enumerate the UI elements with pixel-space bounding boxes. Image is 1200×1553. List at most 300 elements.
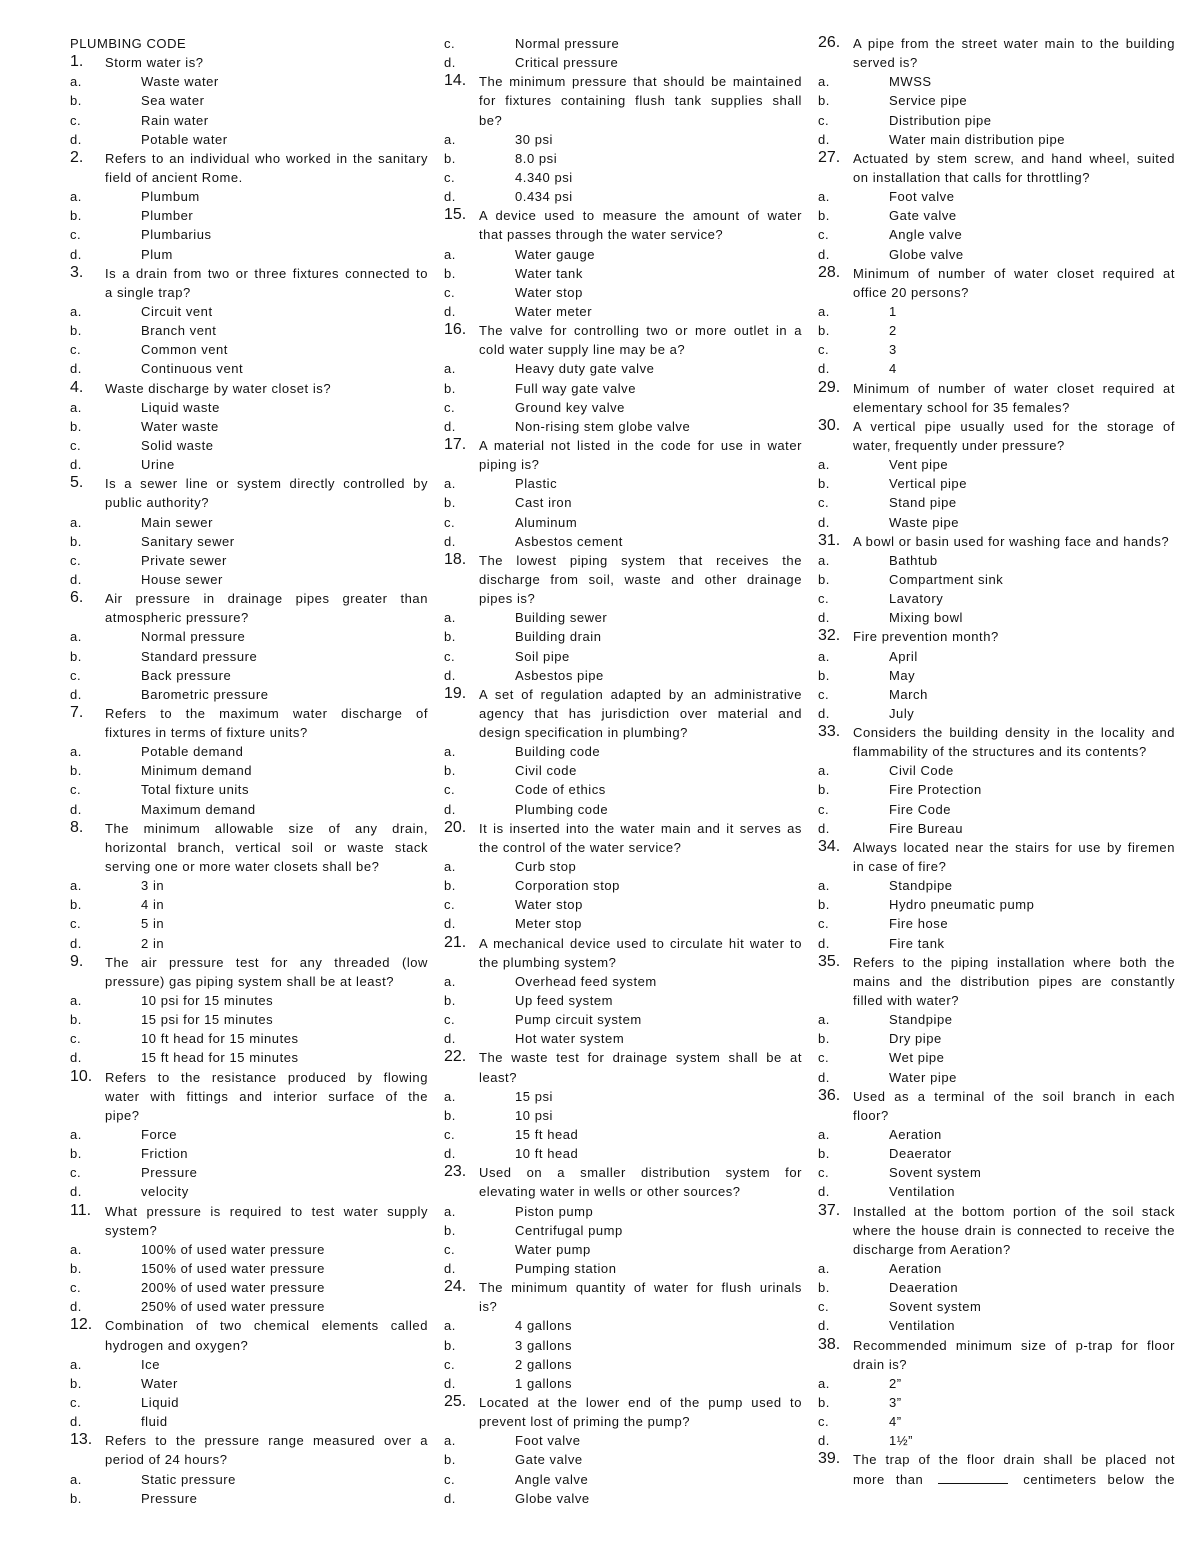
option-letter: b. — [70, 1012, 82, 1028]
answer-option — [444, 876, 802, 895]
question — [70, 819, 428, 876]
option-text: 250% of used water pressure — [141, 1299, 325, 1315]
option-letter: a. — [818, 763, 830, 779]
option-letter: a. — [444, 1318, 456, 1334]
question — [70, 589, 428, 627]
option-letter: a. — [818, 648, 830, 664]
question-text-line: A pipe from the street water main to the building — [853, 36, 1175, 51]
question-text-line: Combination of two chemical elements called — [105, 1318, 428, 1334]
answer-option — [70, 91, 428, 110]
answer-option — [818, 245, 1175, 264]
option-text: 2 — [889, 323, 897, 339]
option-letter: d. — [70, 1050, 82, 1066]
option-text: 10 ft head for 15 minutes — [141, 1031, 299, 1047]
question-number: 33. — [818, 723, 841, 741]
option-text: Sovent system — [889, 1299, 982, 1315]
question — [444, 206, 802, 244]
answer-option — [818, 780, 1175, 799]
question-text-line: Installed at the bottom portion of the soil stack — [853, 1203, 1175, 1219]
option-letter: a. — [818, 1261, 830, 1276]
option-letter: b. — [818, 1280, 830, 1296]
option-letter: c. — [444, 782, 456, 798]
question-text-line: filled with water? — [853, 993, 959, 1009]
option-text: Potable water — [141, 131, 228, 147]
question-text-line: The air pressure test for any threaded (low — [105, 954, 428, 970]
question — [444, 1163, 802, 1201]
question-number: 28. — [818, 263, 841, 281]
option-letter: c. — [444, 1356, 456, 1372]
answer-option — [818, 570, 1175, 589]
option-letter: a. — [818, 189, 830, 205]
answer-option — [70, 742, 428, 761]
question-text-line: field of ancient Rome. — [105, 169, 243, 185]
option-letter: b. — [444, 763, 456, 779]
option-text: May — [889, 667, 916, 683]
question-number: 2. — [70, 148, 84, 166]
answer-option — [818, 340, 1175, 359]
document-title: PLUMBING CODE — [70, 36, 187, 51]
question-text-line: elementary school for 35 females? — [853, 399, 1070, 415]
question-number: 15. — [444, 206, 467, 224]
option-text: Urine — [141, 457, 175, 473]
option-text: House sewer — [141, 571, 223, 587]
question-block — [818, 264, 1175, 379]
answer-option — [70, 187, 428, 206]
question-text-line: drain is? — [853, 1356, 908, 1372]
option-text: Sovent system — [889, 1165, 982, 1181]
question — [70, 1202, 428, 1240]
option-letter: c. — [70, 552, 82, 568]
option-text: 8.0 psi — [515, 150, 558, 166]
option-letter: c. — [444, 36, 456, 51]
option-text: Branch vent — [141, 323, 217, 339]
option-text: 3” — [889, 1394, 902, 1410]
answer-option — [70, 130, 428, 149]
option-text: Circuit vent — [141, 303, 213, 319]
question-text-line: pressure) gas piping system shall be at least? — [105, 973, 395, 989]
option-text: Water main distribution pipe — [889, 131, 1066, 147]
option-text: 15 psi for 15 minutes — [141, 1012, 274, 1028]
option-letter: b. — [444, 993, 456, 1009]
option-text: 10 psi for 15 minutes — [141, 993, 274, 1009]
option-letter: a. — [70, 399, 82, 415]
question — [70, 53, 428, 72]
question-text-line: Used on a smaller distribution system for — [479, 1165, 802, 1181]
option-text: Barometric pressure — [141, 686, 269, 702]
option-letter: a. — [70, 303, 82, 319]
question-text-line: public authority? — [105, 495, 210, 511]
option-letter: c. — [70, 1165, 82, 1181]
option-letter: d. — [70, 571, 82, 587]
question-text-line: prevent lost of priming the pump? — [479, 1414, 691, 1430]
option-letter: b. — [818, 93, 830, 109]
question-number: 30. — [818, 416, 841, 434]
option-text: Angle valve — [889, 227, 963, 243]
answer-option — [70, 1297, 428, 1316]
option-text: Standpipe — [889, 878, 953, 894]
option-letter: a. — [818, 1012, 830, 1028]
option-text: Non-rising stem globe valve — [515, 418, 691, 434]
question-text-line: A mechanical device used to circulate hit water to — [479, 935, 802, 951]
option-text: Plumber — [141, 208, 194, 224]
option-text: Building sewer — [515, 610, 608, 626]
question-text-line: is? — [479, 1299, 498, 1315]
answer-option — [70, 1240, 428, 1259]
option-text: Ventilation — [889, 1184, 956, 1200]
option-text: Hydro pneumatic pump — [889, 897, 1035, 913]
question-block — [444, 819, 802, 934]
answer-option — [818, 513, 1175, 532]
option-letter: b. — [70, 897, 82, 913]
option-text: Pressure — [141, 1490, 198, 1506]
option-letter: c. — [70, 112, 82, 128]
question-text-line: horizontal branch, vertical soil or waste stack — [105, 839, 428, 855]
option-text: 3 in — [141, 878, 165, 894]
option-letter: a. — [70, 744, 82, 760]
option-text: Civil Code — [889, 763, 954, 779]
option-text: 200% of used water pressure — [141, 1280, 325, 1296]
option-letter: a. — [444, 973, 456, 989]
answer-option — [818, 551, 1175, 570]
question-block — [818, 532, 1175, 628]
answer-option — [444, 608, 802, 627]
question-block — [444, 685, 802, 819]
question-text-line: hydrogen and oxygen? — [105, 1337, 249, 1353]
option-letter: a. — [70, 993, 82, 1009]
answer-option — [818, 1144, 1175, 1163]
question-text-line: The lowest piping system that receives the — [479, 552, 802, 568]
question-text-line: fixtures in terms of fixture units? — [105, 725, 308, 741]
option-text: Normal pressure — [515, 36, 620, 51]
option-text: 2” — [889, 1375, 902, 1391]
option-letter: a. — [444, 610, 456, 626]
option-letter: b. — [818, 476, 830, 492]
option-letter: b. — [70, 763, 82, 779]
option-text: Ground key valve — [515, 399, 625, 415]
option-text: 30 psi — [515, 131, 553, 147]
option-letter: a. — [444, 476, 456, 492]
option-letter: d. — [818, 610, 830, 626]
option-text: Curb stop — [515, 859, 577, 875]
question-block — [818, 34, 1175, 149]
answer-option — [70, 206, 428, 225]
option-letter: a. — [818, 552, 830, 568]
option-text: Ventilation — [889, 1318, 956, 1334]
option-text: Continuous vent — [141, 361, 244, 377]
option-letter: a. — [444, 361, 456, 377]
option-letter: b. — [70, 1375, 82, 1391]
option-letter: d. — [818, 705, 830, 721]
question-number: 7. — [70, 703, 84, 721]
option-letter: d. — [70, 131, 82, 147]
question-block — [818, 627, 1175, 723]
answer-option — [444, 34, 802, 53]
answer-option — [444, 474, 802, 493]
question — [444, 685, 802, 742]
option-text: Vertical pipe — [889, 476, 967, 492]
option-text: Lavatory — [889, 591, 944, 607]
option-letter: a. — [818, 74, 830, 90]
option-letter: d. — [818, 514, 830, 530]
question-text-line: office 20 persons? — [853, 284, 969, 300]
option-text: 4 in — [141, 897, 165, 913]
option-text: Total fixture units — [141, 782, 249, 798]
answer-option — [444, 245, 802, 264]
question-text-line: Minimum of number of water closet required at — [853, 380, 1175, 396]
answer-option — [444, 800, 802, 819]
answer-option — [70, 532, 428, 551]
question-block — [444, 1278, 802, 1393]
option-letter: d. — [70, 1299, 82, 1315]
question — [444, 1278, 802, 1316]
question-block — [444, 1048, 802, 1163]
option-letter: b. — [70, 208, 82, 224]
answer-option — [70, 1259, 428, 1278]
answer-option — [70, 225, 428, 244]
option-letter: c. — [70, 342, 82, 358]
question-text-line: Refers to an individual who worked in the sanitary — [105, 150, 428, 166]
question-text-line: The minimum pressure that should be maintained — [479, 74, 802, 90]
answer-option — [70, 991, 428, 1010]
question-text-line: Storm water is? — [105, 55, 204, 71]
answer-option — [818, 1125, 1175, 1144]
option-letter: d. — [70, 801, 82, 817]
option-letter: b. — [444, 1452, 456, 1468]
answer-option — [818, 934, 1175, 953]
question-block — [818, 149, 1175, 264]
answer-option — [818, 876, 1175, 895]
option-text: Piston pump — [515, 1203, 594, 1219]
option-letter: c. — [444, 1012, 456, 1028]
question-block — [818, 379, 1175, 417]
option-letter: b. — [70, 93, 82, 109]
answer-option — [444, 417, 802, 436]
question-block — [818, 1336, 1175, 1451]
option-letter: c. — [818, 591, 830, 607]
answer-option — [818, 1393, 1175, 1412]
option-text: 4 — [889, 361, 897, 377]
question-text-line: where the house drain is connected to receive the — [853, 1222, 1175, 1238]
option-text: Dry pipe — [889, 1031, 942, 1047]
answer-option — [444, 1029, 802, 1048]
option-letter: d. — [444, 1261, 456, 1276]
option-text: Water pipe — [889, 1069, 957, 1085]
answer-option — [444, 780, 802, 799]
option-letter: c. — [70, 437, 82, 453]
option-text: Plastic — [515, 476, 558, 492]
option-text: Deaerator — [889, 1146, 952, 1162]
option-letter: c. — [818, 686, 830, 702]
option-letter: a. — [444, 246, 456, 262]
question-block — [444, 206, 802, 321]
answer-option — [444, 914, 802, 933]
answer-option — [818, 72, 1175, 91]
question-text-line: elevating water in wells or other sources? — [479, 1184, 741, 1200]
question-number: 37. — [818, 1201, 841, 1219]
question-number: 39. — [818, 1450, 841, 1468]
option-letter: a. — [444, 1433, 456, 1449]
option-letter: d. — [70, 246, 82, 262]
question-number: 25. — [444, 1392, 467, 1410]
option-text: Fire tank — [889, 935, 945, 951]
question — [818, 838, 1175, 876]
column-1 — [70, 34, 428, 1508]
option-letter: a. — [70, 74, 82, 90]
option-text: Fire hose — [889, 916, 949, 932]
option-text: Foot valve — [889, 189, 955, 205]
option-letter: d. — [70, 1414, 82, 1430]
question-text-line: The minimum allowable size of any drain, — [105, 820, 428, 836]
answer-option — [444, 493, 802, 512]
option-text: Plumbum — [141, 189, 200, 205]
option-letter: a. — [70, 1356, 82, 1372]
answer-option — [70, 627, 428, 646]
option-letter: b. — [444, 495, 456, 511]
question-text-line: that passes through the water service? — [479, 227, 724, 243]
option-text: 5 in — [141, 916, 165, 932]
question — [818, 34, 1175, 72]
answer-option — [444, 379, 802, 398]
question-number: 11. — [70, 1201, 92, 1219]
option-letter: d. — [70, 935, 82, 951]
question-text-line: A material not listed in the code for use in water — [479, 437, 802, 453]
question-text-line: system? — [105, 1222, 158, 1238]
option-letter: d. — [444, 1375, 456, 1391]
answer-option — [444, 1431, 802, 1450]
option-letter: c. — [70, 1280, 82, 1296]
question-text-line: mains and the distribution pipes are constantly — [853, 973, 1175, 989]
question-text-line: period of 24 hours? — [105, 1452, 228, 1468]
option-letter: d. — [818, 131, 830, 147]
answer-option — [818, 206, 1175, 225]
answer-option — [70, 1489, 428, 1508]
option-text: Building code — [515, 744, 601, 760]
question-text-line: A device used to measure the amount of water — [479, 208, 802, 224]
question-block — [70, 589, 428, 704]
option-text: 150% of used water pressure — [141, 1261, 325, 1276]
option-text: Pump circuit system — [515, 1012, 642, 1028]
question-text-line: flammability of the structures and its contents? — [853, 744, 1147, 760]
option-text: Pressure — [141, 1165, 198, 1181]
answer-option — [70, 398, 428, 417]
answer-option — [70, 1125, 428, 1144]
option-text: Compartment sink — [889, 571, 1004, 587]
option-letter: b. — [444, 1107, 456, 1123]
question-text-line: The valve for controlling two or more outlet in a — [479, 323, 802, 339]
option-text: Liquid — [141, 1394, 179, 1410]
question — [818, 379, 1175, 417]
question-block — [818, 838, 1175, 953]
answer-option — [444, 1259, 802, 1278]
option-text: Mixing bowl — [889, 610, 963, 626]
option-text: Globe valve — [515, 1490, 590, 1506]
option-text: Waste water — [141, 74, 219, 90]
answer-option — [444, 532, 802, 551]
question-block — [818, 1087, 1175, 1202]
question-block — [444, 321, 802, 436]
option-text: Water pump — [515, 1241, 591, 1257]
answer-option — [70, 647, 428, 666]
answer-option — [818, 589, 1175, 608]
answer-option — [70, 800, 428, 819]
option-text: Water waste — [141, 418, 219, 434]
answer-option — [70, 1163, 428, 1182]
option-text: Meter stop — [515, 916, 582, 932]
option-letter: c. — [818, 1414, 830, 1430]
option-text: Water stop — [515, 897, 583, 913]
answer-option — [818, 704, 1175, 723]
answer-option — [444, 1450, 802, 1469]
option-text: Liquid waste — [141, 399, 220, 415]
question — [818, 1336, 1175, 1374]
question-number: 16. — [444, 321, 467, 339]
question-text-line: discharge from soil, waste and other drainage — [479, 571, 802, 587]
question-text-line: the plumbing system? — [479, 954, 617, 970]
answer-option — [818, 1431, 1175, 1450]
answer-option — [70, 780, 428, 799]
option-text: 10 psi — [515, 1107, 553, 1123]
answer-option — [818, 455, 1175, 474]
answer-option — [444, 1489, 802, 1508]
question-text-line: The minimum quantity of water for flush urinals — [479, 1280, 802, 1296]
column-2 — [444, 34, 802, 1508]
answer-option — [444, 53, 802, 72]
option-letter: b. — [818, 208, 830, 224]
option-text: Minimum demand — [141, 763, 253, 779]
question-block — [444, 1163, 802, 1278]
question-text-line: serving one or more water closets shall be? — [105, 859, 380, 875]
answer-option — [818, 819, 1175, 838]
option-letter: a. — [70, 514, 82, 530]
answer-option — [818, 130, 1175, 149]
option-text: Stand pipe — [889, 495, 957, 511]
option-letter: c. — [444, 169, 456, 185]
option-letter: a. — [70, 1127, 82, 1143]
answer-option — [70, 1393, 428, 1412]
question-block — [70, 1202, 428, 1317]
answer-option — [818, 608, 1175, 627]
question — [444, 934, 802, 972]
question-text-line: pipes is? — [479, 591, 536, 607]
option-letter: d. — [444, 418, 456, 434]
answer-option — [818, 685, 1175, 704]
answer-option — [444, 513, 802, 532]
option-letter: c. — [444, 1471, 456, 1487]
option-letter: d. — [444, 1031, 456, 1047]
option-text: Distribution pipe — [889, 112, 992, 128]
question-text-line: Refers to the resistance produced by flowing — [105, 1069, 428, 1085]
answer-option — [70, 1355, 428, 1374]
option-text: Common vent — [141, 342, 228, 358]
option-letter: d. — [70, 686, 82, 702]
question-block — [444, 72, 802, 206]
question-block — [70, 474, 428, 589]
option-text: Sanitary sewer — [141, 533, 235, 549]
question-block — [70, 1068, 428, 1202]
option-letter: a. — [70, 189, 82, 205]
option-text: fluid — [141, 1414, 168, 1430]
answer-option — [444, 991, 802, 1010]
option-letter: d. — [444, 189, 456, 205]
option-letter: b. — [818, 1031, 830, 1047]
answer-option — [444, 1221, 802, 1240]
answer-option — [444, 1316, 802, 1335]
question-block — [70, 53, 428, 149]
option-letter: d. — [70, 1184, 82, 1200]
answer-option — [70, 895, 428, 914]
option-letter: c. — [444, 514, 456, 530]
option-text: Fire Code — [889, 801, 952, 817]
